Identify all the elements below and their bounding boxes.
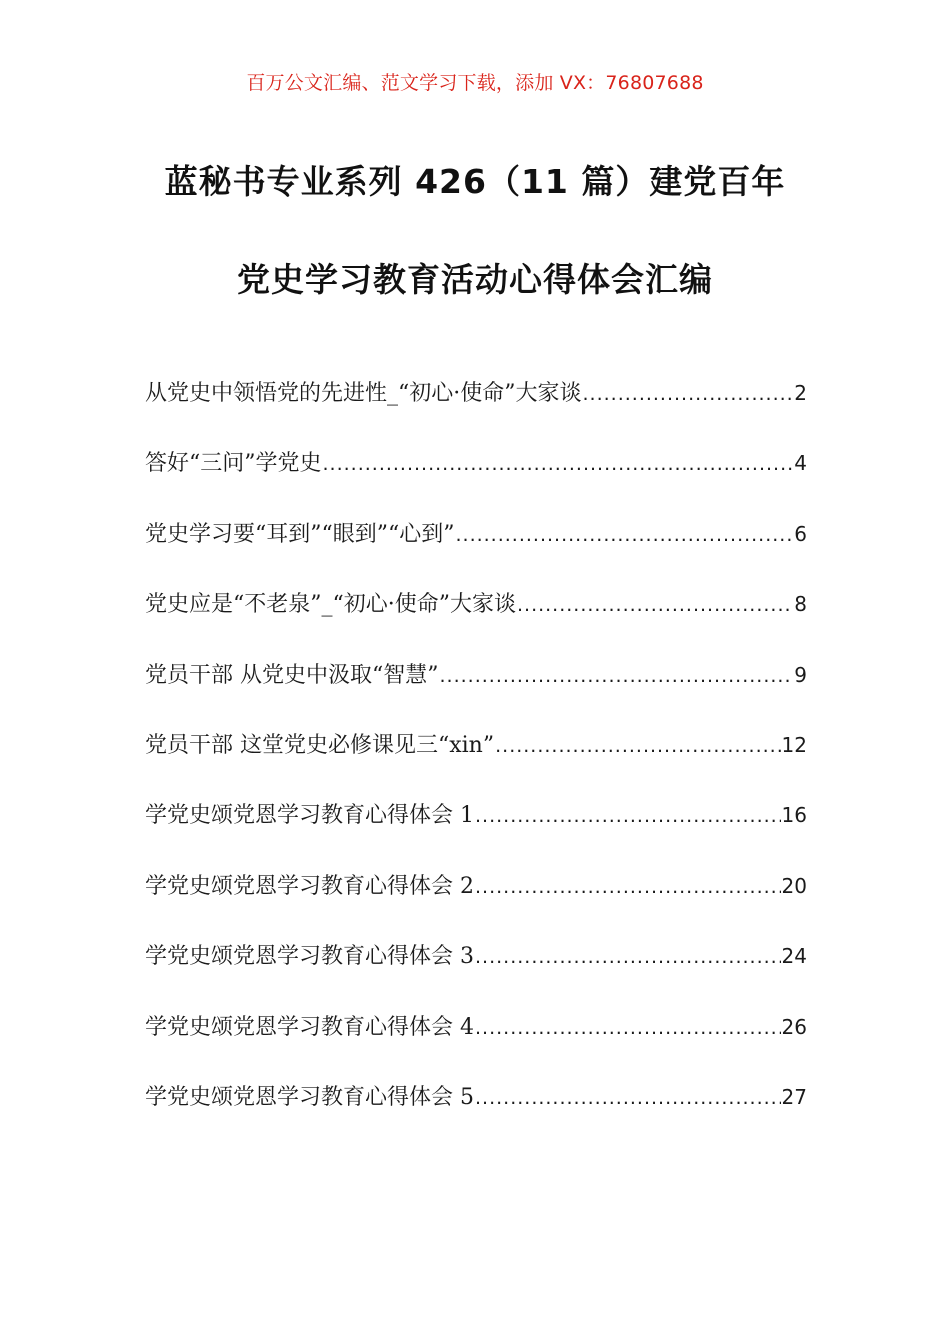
- toc-dot-leader: [475, 1087, 781, 1109]
- toc-entry-page: 4: [794, 451, 807, 476]
- toc-entry-page: 8: [794, 592, 807, 617]
- toc-entry-title: 从党史中领悟党的先进性_“初心·使命”大家谈: [145, 381, 582, 406]
- toc-dot-leader: [475, 946, 781, 968]
- toc-entry[interactable]: [145, 1010, 807, 1080]
- toc-entry-page: 20: [781, 873, 807, 898]
- toc-entry-title: 学党史颂党恩学习教育心得体会 3: [145, 944, 474, 970]
- toc-entry-page: 9: [794, 662, 807, 687]
- document-title-line-2: 党史学习教育活动心得体会汇编: [237, 260, 713, 299]
- toc-entry[interactable]: [145, 1080, 807, 1150]
- header-note: 百万公文汇编、范文学习下载，添加 VX：76807688: [246, 72, 704, 94]
- toc-dot-leader: [475, 805, 781, 827]
- toc-entry-page: 26: [781, 1014, 807, 1039]
- toc-dot-leader: [583, 383, 794, 405]
- table-of-contents: [145, 376, 807, 1150]
- toc-entry-page: 6: [794, 521, 807, 546]
- toc-entry-title: 党员干部 这堂党史必修课见三“xin”: [145, 732, 495, 758]
- toc-dot-leader: [475, 876, 781, 898]
- toc-entry-title: 学党史颂党恩学习教育心得体会 1: [145, 803, 474, 829]
- toc-entry-page: 27: [781, 1084, 807, 1109]
- toc-dot-leader: [475, 1017, 781, 1039]
- toc-entry-title: 学党史颂党恩学习教育心得体会 5: [145, 1084, 474, 1110]
- toc-entry-title: 党员干部 从党史中汲取“智慧”: [145, 662, 439, 688]
- toc-entry[interactable]: [145, 446, 807, 516]
- toc-entry[interactable]: [145, 587, 807, 657]
- toc-entry-page: 12: [781, 732, 807, 757]
- toc-dot-leader: [323, 453, 794, 475]
- toc-dot-leader: [517, 594, 793, 616]
- toc-dot-leader: [455, 524, 793, 546]
- toc-dot-leader: [495, 735, 780, 757]
- toc-entry[interactable]: [145, 798, 807, 868]
- toc-entry-page: 2: [794, 381, 807, 405]
- toc-entry-title: 党史学习要“耳到”“眼到”“心到”: [145, 521, 455, 547]
- toc-entry[interactable]: [145, 939, 807, 1009]
- toc-entry[interactable]: [145, 658, 807, 728]
- document-title-line-1: 蓝秘书专业系列 426（11 篇）建党百年: [164, 162, 786, 201]
- toc-entry-title: 学党史颂党恩学习教育心得体会 4: [145, 1014, 474, 1040]
- toc-entry-title: 党史应是“不老泉”_“初心·使命”大家谈: [145, 592, 516, 618]
- toc-entry[interactable]: [145, 376, 807, 446]
- toc-entry-title: 答好“三问”学党史: [145, 451, 322, 477]
- toc-entry[interactable]: [145, 728, 807, 798]
- toc-entry-page: 24: [781, 944, 807, 969]
- toc-entry-title: 学党史颂党恩学习教育心得体会 2: [145, 873, 474, 899]
- toc-entry[interactable]: [145, 517, 807, 587]
- toc-entry[interactable]: [145, 869, 807, 939]
- toc-dot-leader: [440, 665, 794, 687]
- toc-entry-page: 16: [781, 803, 807, 828]
